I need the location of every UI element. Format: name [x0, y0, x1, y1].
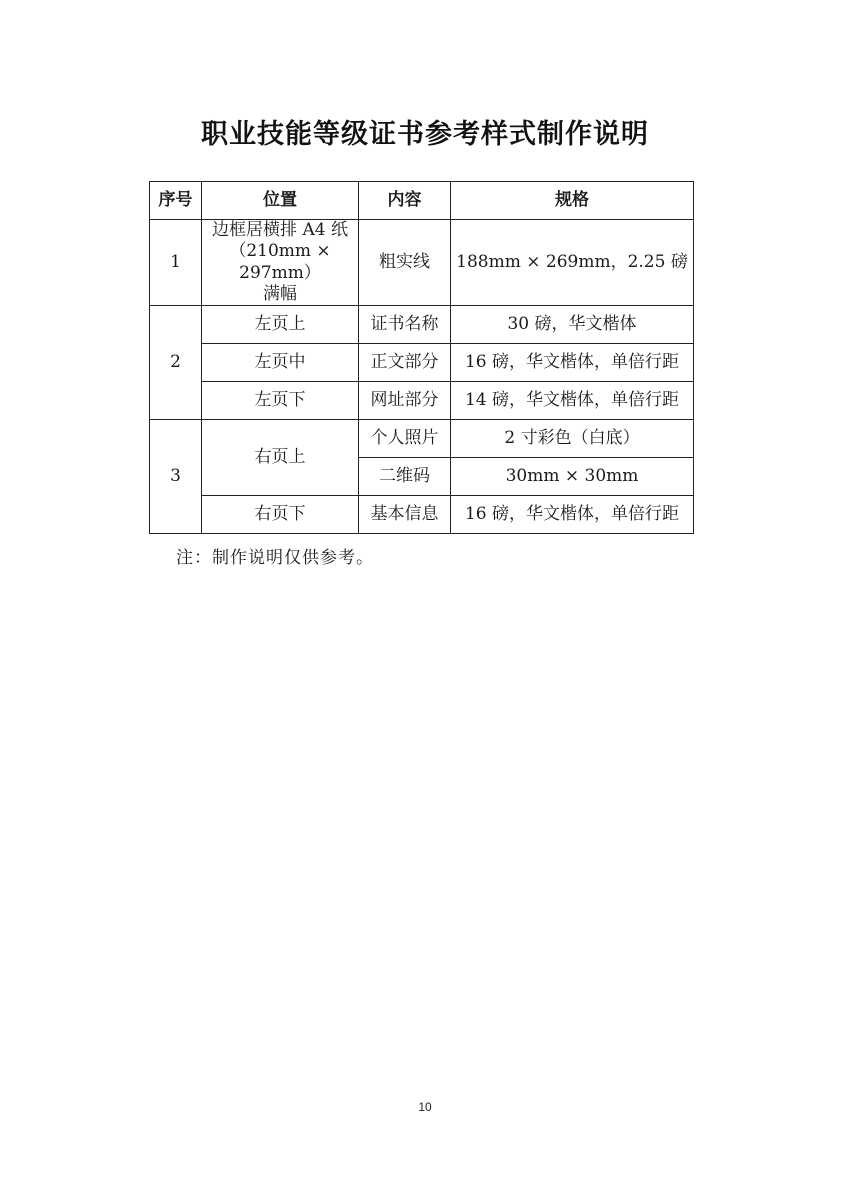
content-cell: 粗实线 — [359, 220, 451, 306]
table-header-row — [150, 182, 694, 220]
content-cell: 二维码 — [359, 458, 451, 496]
position-cell: 左页中 — [202, 344, 359, 382]
table-row — [150, 382, 694, 420]
table-row — [150, 496, 694, 534]
row-number: 1 — [150, 220, 202, 306]
header-no: 序号 — [150, 182, 202, 220]
position-cell: 左页下 — [202, 382, 359, 420]
content-cell: 正文部分 — [359, 344, 451, 382]
position-line: 边框居横排 A4 纸 — [212, 220, 348, 240]
content-cell: 基本信息 — [359, 496, 451, 534]
position-line: 满幅 — [263, 283, 297, 304]
header-spec: 规格 — [451, 182, 694, 220]
position-cell: 右页下 — [202, 496, 359, 534]
table-row — [150, 220, 694, 306]
table-row — [150, 306, 694, 344]
spec-cell: 16 磅，华文楷体，单倍行距 — [451, 344, 694, 382]
spec-cell: 14 磅，华文楷体，单倍行距 — [451, 382, 694, 420]
document-title: 职业技能等级证书参考样式制作说明 — [201, 119, 649, 150]
content-cell: 网址部分 — [359, 382, 451, 420]
spec-cell: 2 寸彩色（白底） — [451, 420, 694, 458]
spec-table — [149, 181, 694, 534]
table-row — [150, 344, 694, 382]
row-number: 2 — [150, 306, 202, 420]
position-cell: 左页上 — [202, 306, 359, 344]
position-line: （210mm × 297mm） — [229, 241, 331, 283]
position-cell — [202, 220, 359, 306]
page-number: 10 — [418, 1100, 432, 1114]
content-cell: 个人照片 — [359, 420, 451, 458]
spec-cell: 30mm × 30mm — [451, 458, 694, 496]
position-cell: 右页上 — [202, 420, 359, 496]
footnote: 注：制作说明仅供参考。 — [176, 548, 374, 568]
header-position: 位置 — [202, 182, 359, 220]
spec-cell: 188mm × 269mm，2.25 磅 — [451, 220, 694, 306]
spec-cell: 16 磅，华文楷体，单倍行距 — [451, 496, 694, 534]
spec-cell: 30 磅，华文楷体 — [451, 306, 694, 344]
header-content: 内容 — [359, 182, 451, 220]
row-number: 3 — [150, 420, 202, 534]
content-cell: 证书名称 — [359, 306, 451, 344]
table-row — [150, 420, 694, 458]
